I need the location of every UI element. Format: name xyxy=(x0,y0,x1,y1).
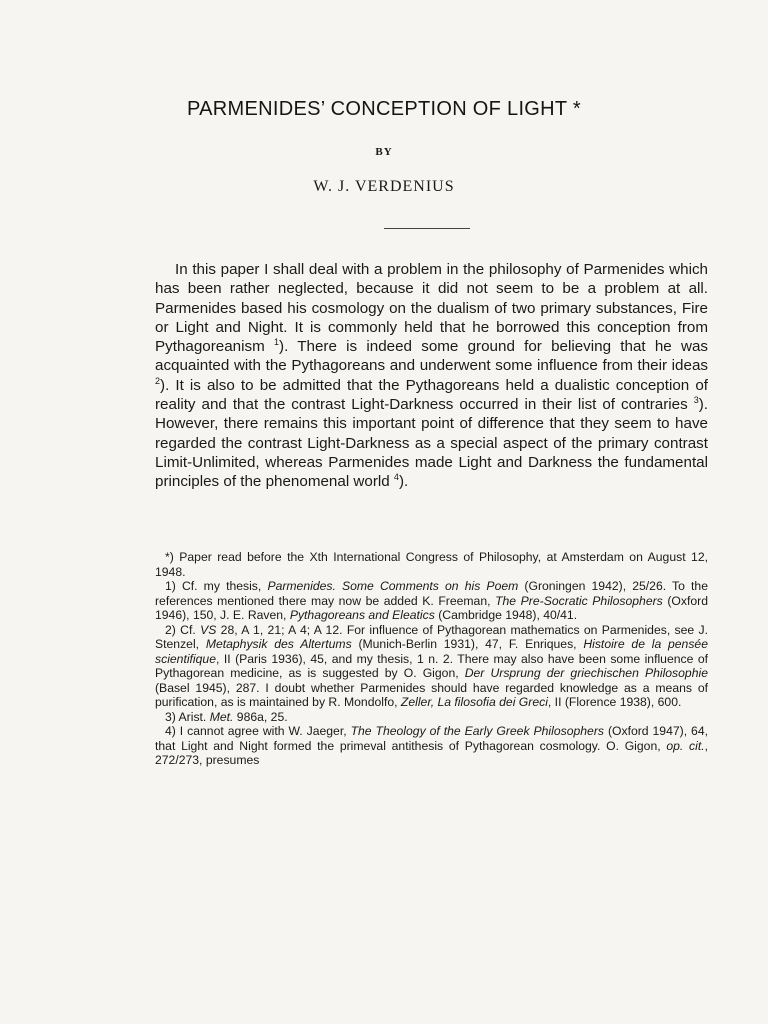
citation-title: The Pre-Socratic Philosophers xyxy=(495,593,663,608)
footnote-3 xyxy=(155,710,708,725)
footnote-text: 2) Cf. xyxy=(165,622,201,637)
footnote-1 xyxy=(155,579,708,623)
text-span: In this paper I shall deal with a problem in the philosophy of Parmenides which has been rather neglected, because it did not seem to be a problem at all. Parmenides based his cosmology on the dualism of two primary substances, Fire or Light and Night. It is commonly held that he borrowed this conception from Pythagoreanism xyxy=(155,261,708,356)
footnote-ref-2[interactable]: 2 xyxy=(155,375,161,386)
citation-title: Parmenides. Some Comments on his Poem xyxy=(267,579,519,593)
footnote-4 xyxy=(155,724,708,768)
footnote-text: (Munich-Berlin 1931), 47, F. Enriques, xyxy=(351,637,584,651)
footnote-text: *) Paper read before the Xth International Congress of Philosophy, at Amsterdam on August 12, 1948. xyxy=(155,550,708,579)
footnote-asterisk xyxy=(155,550,708,579)
citation-title: Met. xyxy=(209,709,234,724)
citation-title: Zeller, La filosofia dei Greci xyxy=(400,695,548,709)
footnote-text: 986a, 25. xyxy=(233,709,288,724)
text-span: ). xyxy=(398,473,409,491)
byline-label: BY xyxy=(375,146,393,158)
text-span: ). It is also to be admitted that the Pythagoreans held a dualistic conception of reality and that the contrast Light-Darkness occurred in their list of contraries xyxy=(155,376,708,414)
footnote-text: (Basel 1945), 287. I doubt whether Parmenides should have regarded knowledge as a means of purification, as is maintained by R. Mondolfo, xyxy=(155,680,708,709)
footnote-text: 1) Cf. my thesis, xyxy=(165,579,268,593)
title-divider xyxy=(384,228,470,229)
citation-title: VS xyxy=(200,622,217,637)
footnote-text: 4) I cannot agree with W. Jaeger, xyxy=(165,724,351,738)
paper-title: PARMENIDES’ CONCEPTION OF LIGHT * xyxy=(186,98,582,120)
footnote-text: 28, A 1, 21; A 4; A 12. For influence of Pythagorean mathematics on Parmenides, see J. Stenzel, xyxy=(155,622,708,651)
text-span: ). However, there remains this important point of difference that they seem to have regarded the contrast Light-Darkness as a special aspect of the primary contrast Limit-Unlimited, whereas Parmenides made Light and Darkness the fundamental principles of the phenomenal world xyxy=(155,396,708,491)
footnote-text: , 272/273, presumes xyxy=(155,738,709,767)
text-span: ). There is indeed some ground for believing that he was acquainted with the Pythagoreans and underwent some influence from their ideas xyxy=(155,338,708,375)
paragraph xyxy=(155,260,708,492)
footnote-text: , II (Paris 1936), 45, and my thesis, 1 n. 2. There may also have been some influence of Pythagorean medicine, as is suggested by O. Gigon, xyxy=(155,651,708,680)
citation-title: The Theology of the Early Greek Philosophers xyxy=(350,724,604,738)
citation-title: Pythagoreans and Eleatics xyxy=(289,608,435,622)
footnote-text: (Groningen 1942), 25/26. To the references mentioned there may now be added K. Freeman, xyxy=(155,579,708,608)
footnote-2 xyxy=(155,623,708,710)
citation-title: Metaphysik des Altertums xyxy=(205,637,352,651)
footnotes xyxy=(155,550,708,768)
footnote-ref-4[interactable]: 4 xyxy=(393,472,399,483)
footnote-text: , II (Florence 1938), 600. xyxy=(547,695,682,709)
citation-title: Der Ursprung der griechischen Philosophie xyxy=(464,666,708,680)
main-paragraph xyxy=(155,260,708,492)
footnote-text: 3) Arist. xyxy=(165,709,210,724)
footnote-text: (Cambridge 1948), 40/41. xyxy=(434,608,578,622)
footnote-text: (Oxford 1946), 150, J. E. Raven, xyxy=(155,593,708,622)
author-name: W. J. VERDENIUS xyxy=(313,178,455,195)
footnote-ref-1[interactable]: 1 xyxy=(274,337,280,348)
footnote-ref-3[interactable]: 3 xyxy=(693,395,699,406)
citation-title: Histoire de la pensée scientifique xyxy=(155,637,708,666)
footnote-text: (Oxford 1947), 64, that Light and Night formed the primeval antithesis of Pythagorean cosmology. O. Gigon, xyxy=(155,724,708,753)
citation-title: op. cit. xyxy=(666,738,705,753)
